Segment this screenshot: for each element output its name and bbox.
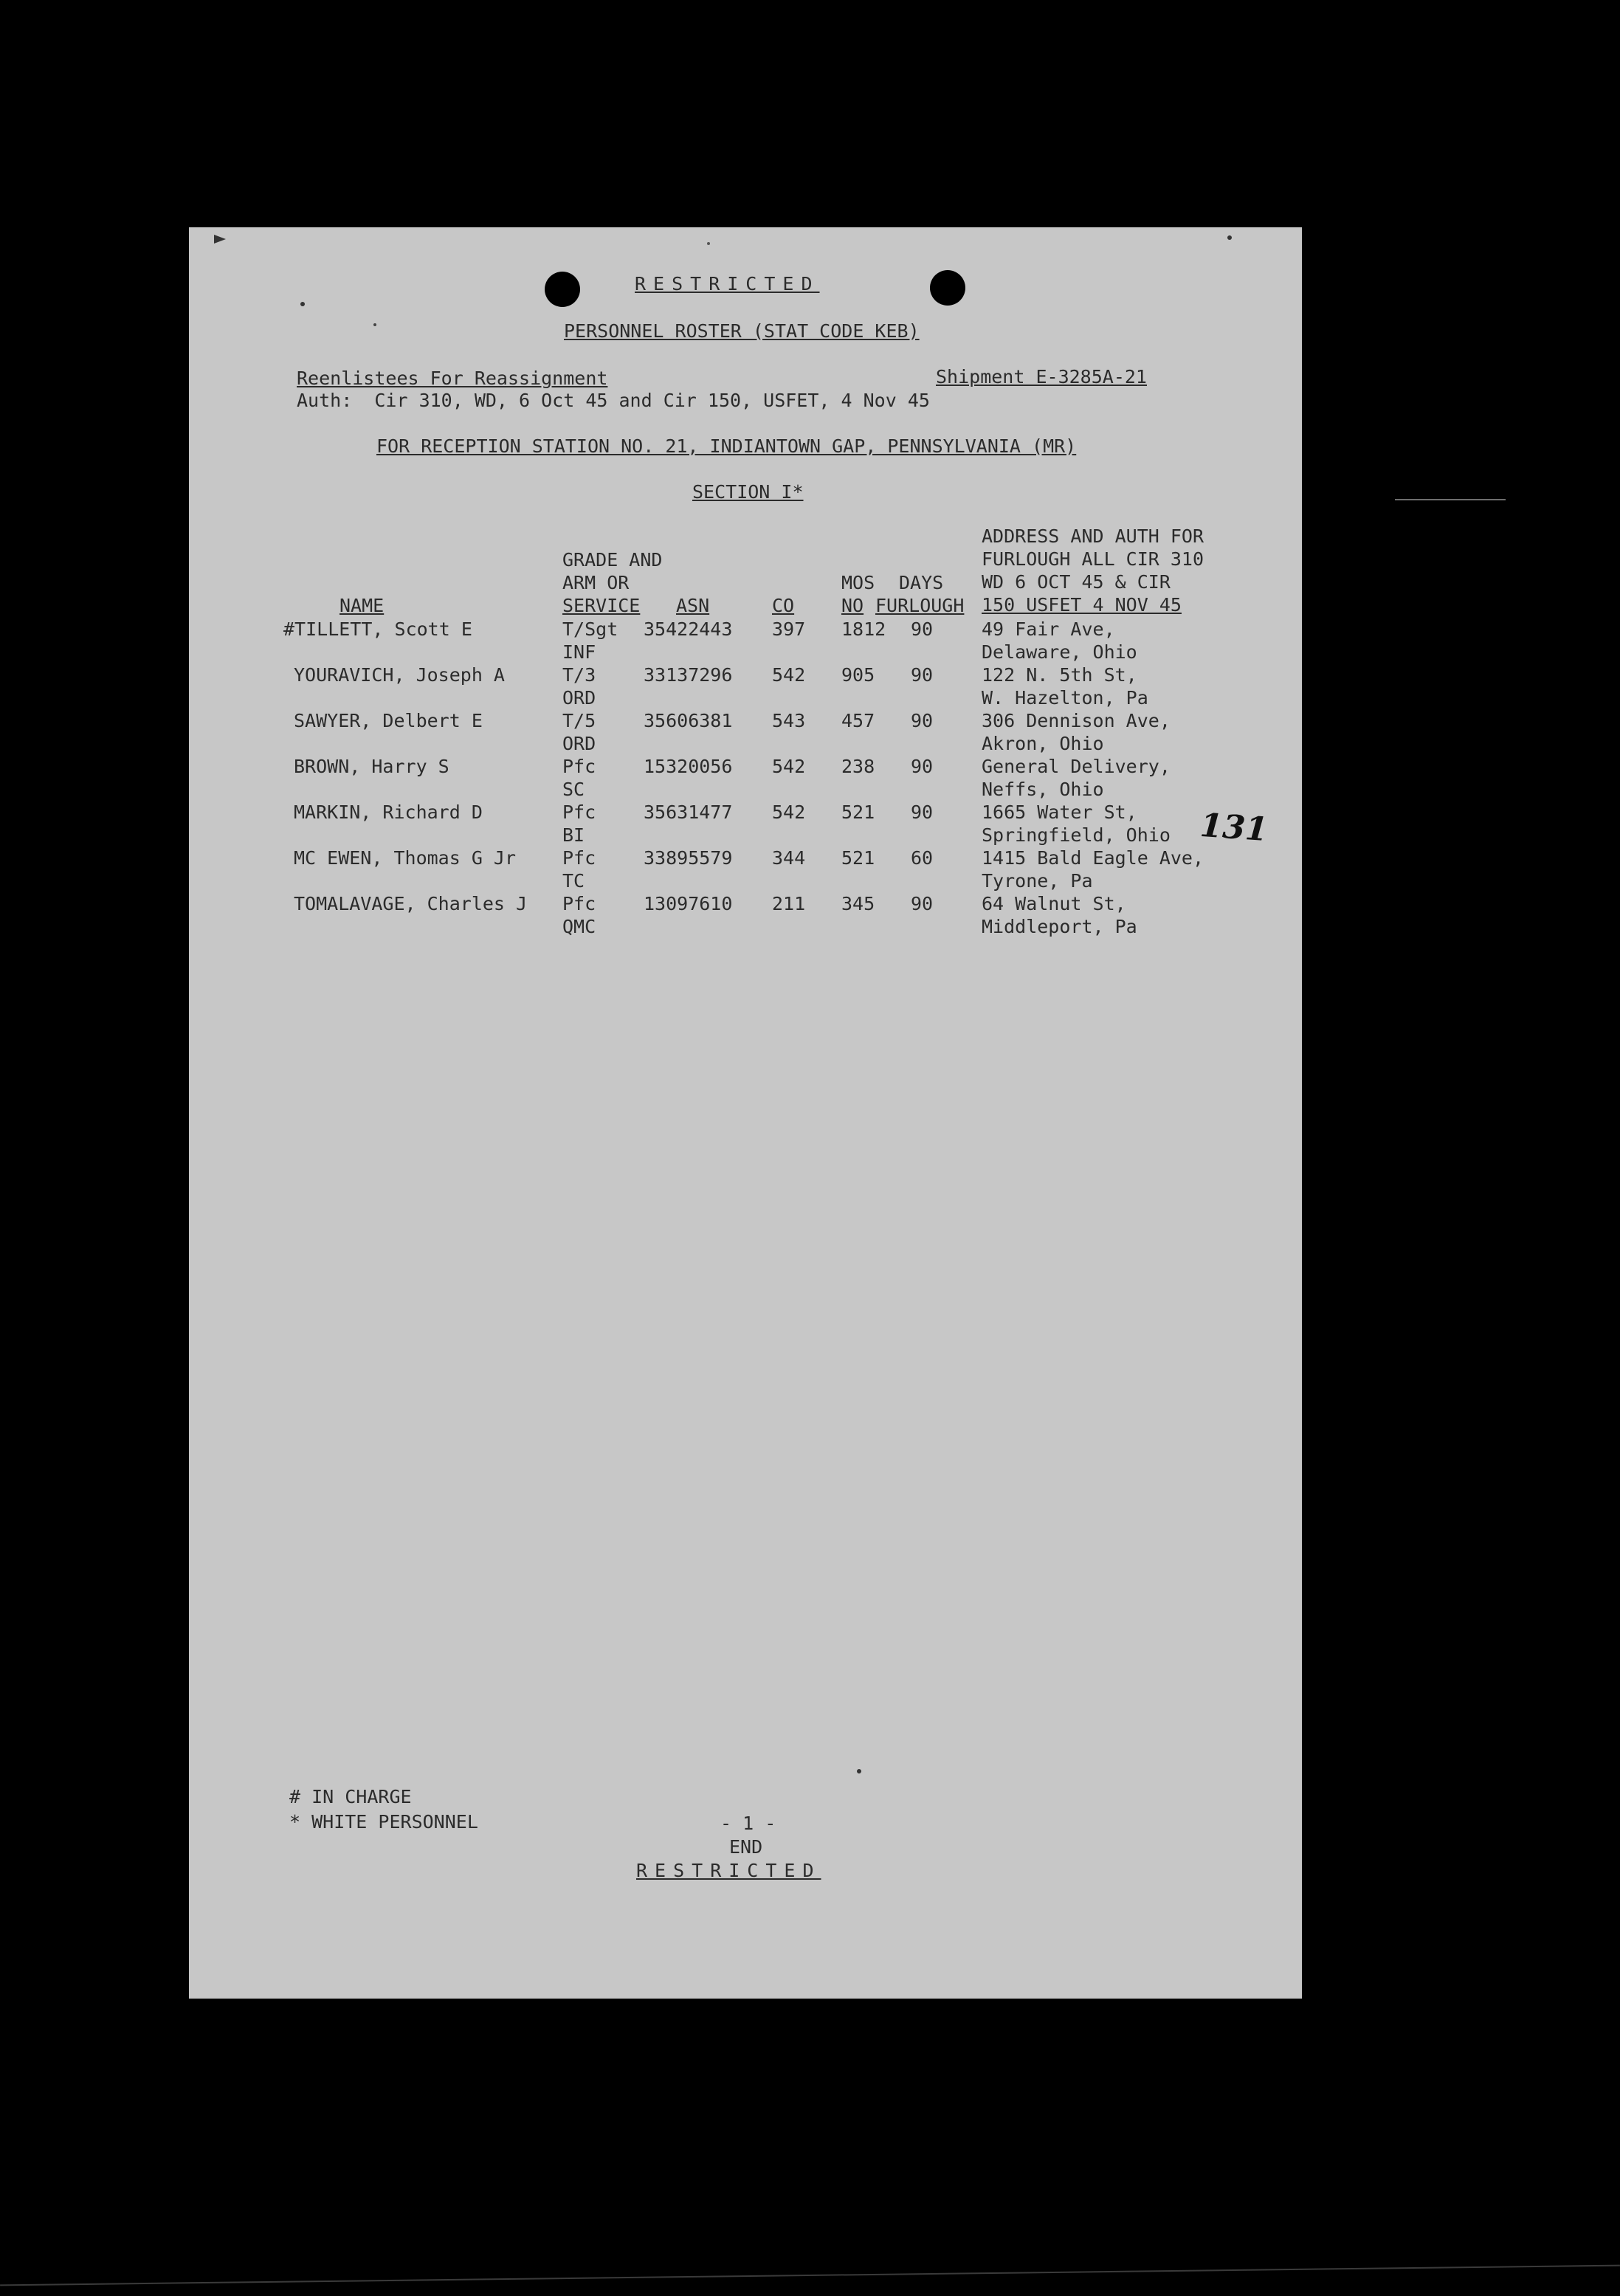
authority-line: Auth: Cir 310, WD, 6 Oct 45 and Cir 150, USFET, 4 Nov 45 (297, 390, 930, 411)
row-address-line2: Tyrone, Pa (982, 870, 1093, 892)
header-address-line4: 150 USFET 4 NOV 45 (982, 594, 1182, 616)
row-grade: Pfc (562, 847, 596, 869)
row-name: MC EWEN, Thomas G Jr (294, 847, 517, 869)
restricted-header: RESTRICTED (635, 273, 820, 294)
row-arm: BI (562, 824, 585, 846)
row-asn: 15320056 (644, 756, 733, 777)
row-address-line1: 122 N. 5th St, (982, 664, 1137, 686)
row-days: 90 (911, 618, 934, 640)
header-name: NAME (339, 595, 385, 616)
row-arm: ORD (562, 733, 596, 754)
destination-line: FOR RECEPTION STATION NO. 21, INDIANTOWN GAP, PENNSYLVANIA (MR) (376, 435, 1077, 457)
header-mos-line2: NO (841, 595, 864, 616)
row-mos: 1812 (841, 618, 886, 640)
row-asn: 13097610 (644, 893, 733, 914)
row-arm: ORD (562, 687, 596, 709)
document-page (189, 227, 1302, 1999)
footnote-white-personnel: * WHITE PERSONNEL (289, 1811, 478, 1833)
row-days: 90 (911, 893, 934, 914)
scan-specks (189, 227, 1302, 1999)
header-mos-line1: MOS (841, 572, 875, 593)
row-co: 397 (772, 618, 806, 640)
end-marker: END (729, 1836, 763, 1858)
row-grade: Pfc (562, 801, 596, 823)
header-days-line2: FURLOUGH (875, 595, 965, 616)
header-grade-line3: SERVICE (562, 595, 641, 616)
row-address-line1: General Delivery, (982, 756, 1171, 777)
shipment-number: Shipment E-3285A-21 (936, 366, 1147, 387)
row-asn: 33137296 (644, 664, 733, 686)
row-address-line2: Middleport, Pa (982, 916, 1137, 937)
row-name: SAWYER, Delbert E (294, 710, 483, 731)
row-co: 542 (772, 664, 806, 686)
row-co: 542 (772, 756, 806, 777)
scan-edge-line-bottom (0, 2265, 1620, 2286)
row-address-line1: 1665 Water St, (982, 801, 1137, 823)
row-address-line2: Neffs, Ohio (982, 779, 1104, 800)
row-mos: 521 (841, 847, 875, 869)
row-address-line2: Springfield, Ohio (982, 824, 1171, 846)
header-asn: ASN (676, 595, 710, 616)
header-co: CO (772, 595, 795, 616)
row-days: 60 (911, 847, 934, 869)
roster-subtitle: Reenlistees For Reassignment (297, 368, 608, 389)
row-mos: 238 (841, 756, 875, 777)
row-address-line1: 49 Fair Ave, (982, 618, 1115, 640)
row-co: 344 (772, 847, 806, 869)
row-grade: T/5 (562, 710, 596, 731)
row-grade: Pfc (562, 893, 596, 914)
row-arm: SC (562, 779, 585, 800)
row-days: 90 (911, 756, 934, 777)
section-label: SECTION I* (692, 481, 804, 503)
footnote-in-charge: # IN CHARGE (289, 1786, 412, 1807)
row-arm: TC (562, 870, 585, 892)
row-mos: 905 (841, 664, 875, 686)
row-name: BROWN, Harry S (294, 756, 449, 777)
row-grade: Pfc (562, 756, 596, 777)
page-number: - 1 - (720, 1813, 776, 1834)
row-name: YOURAVICH, Joseph A (294, 664, 505, 686)
row-grade: T/3 (562, 664, 596, 686)
row-mos: 457 (841, 710, 875, 731)
row-address-line2: W. Hazelton, Pa (982, 687, 1148, 709)
row-asn: 33895579 (644, 847, 733, 869)
row-asn: 35631477 (644, 801, 733, 823)
row-name: #TILLETT, Scott E (283, 618, 472, 640)
row-days: 90 (911, 801, 934, 823)
row-name: MARKIN, Richard D (294, 801, 483, 823)
header-address-line1: ADDRESS AND AUTH FOR (982, 525, 1204, 547)
header-grade-line2: ARM OR (562, 572, 630, 593)
row-co: 211 (772, 893, 806, 914)
handwritten-page-number: 131 (1199, 806, 1269, 849)
header-address-line2: FURLOUGH ALL CIR 310 (982, 548, 1204, 570)
header-grade-line1: GRADE AND (562, 549, 663, 570)
row-co: 543 (772, 710, 806, 731)
header-address-line3: WD 6 OCT 45 & CIR (982, 571, 1171, 593)
row-address-line1: 306 Dennison Ave, (982, 710, 1171, 731)
row-arm: INF (562, 641, 596, 663)
document-title: PERSONNEL ROSTER (STAT CODE KEB) (564, 320, 920, 342)
row-days: 90 (911, 710, 934, 731)
row-address-line2: Akron, Ohio (982, 733, 1104, 754)
header-days-line1: DAYS (899, 572, 944, 593)
row-mos: 521 (841, 801, 875, 823)
row-address-line1: 64 Walnut St, (982, 893, 1126, 914)
row-address-line1: 1415 Bald Eagle Ave, (982, 847, 1204, 869)
row-asn: 35422443 (644, 618, 733, 640)
row-grade: T/Sgt (562, 618, 618, 640)
scan-edge-line-right (1395, 499, 1506, 500)
row-address-line2: Delaware, Ohio (982, 641, 1137, 663)
row-co: 542 (772, 801, 806, 823)
row-arm: QMC (562, 916, 596, 937)
row-mos: 345 (841, 893, 875, 914)
restricted-footer: RESTRICTED (636, 1860, 821, 1881)
row-days: 90 (911, 664, 934, 686)
row-asn: 35606381 (644, 710, 733, 731)
row-name: TOMALAVAGE, Charles J (294, 893, 528, 914)
